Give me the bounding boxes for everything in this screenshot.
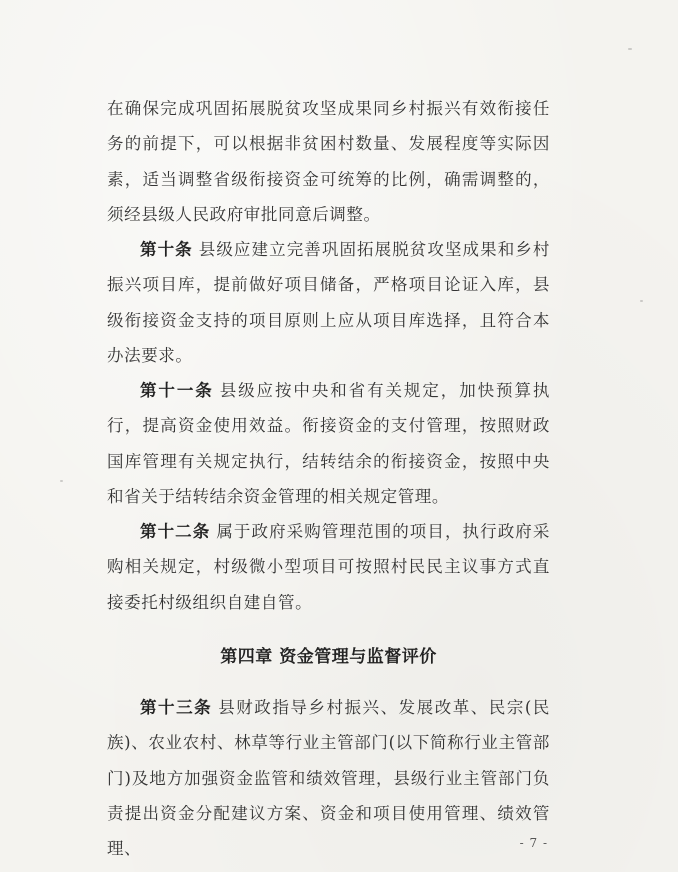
article-text: 县级应建立完善巩固拓展脱贫攻坚成果和乡村振兴项目库，提前做好项目储备，严格项目论证入库，县级衔接资金支持的项目原则上应从项目库选择，且符合本办法要求。 xyxy=(107,240,550,365)
article-11 xyxy=(107,373,550,514)
chapter-title: 第四章 资金管理与监督评价 xyxy=(220,647,437,667)
article-heading: 第十二条 xyxy=(140,522,211,541)
article-heading: 第十一条 xyxy=(140,381,214,400)
article-10 xyxy=(107,232,550,373)
article-12 xyxy=(107,514,550,620)
article-text: 属于政府采购管理范围的项目，执行政府采购相关规定，村级微小型项目可按照村民民主议事方式直接委托村级组织自建自管。 xyxy=(107,522,550,612)
article-13 xyxy=(107,690,550,866)
article-text: 县财政指导乡村振兴、发展改革、民宗(民族)、农业农村、林草等行业主管部门(以下简称行业主管部门)及地方加强资金监管和绩效管理，县级行业主管部门负责提出资金分配建议方案、资金和项目使用管理、绩效管理、 xyxy=(107,698,551,859)
paragraph-text: 在确保完成巩固拓展脱贫攻坚成果同乡村振兴有效衔接任务的前提下，可以根据非贫困村数量、发展程度等实际因素，适当调整省级衔接资金可统筹的比例，确需调整的，须经县级人民政府审批同意后调整。 xyxy=(107,99,550,224)
scan-speck xyxy=(640,300,643,302)
article-heading: 第十三条 xyxy=(140,698,213,717)
scan-speck xyxy=(628,48,632,50)
page-number: - 7 - xyxy=(519,836,548,850)
paragraph-continued xyxy=(107,91,550,232)
scan-speck xyxy=(60,480,63,482)
article-text: 县级应按中央和省有关规定，加快预算执行，提高资金使用效益。衔接资金的支付管理，按照财政国库管理有关规定执行，结转结余的衔接资金，按照中央和省关于结转结余资金管理的相关规定管理。 xyxy=(107,381,550,506)
article-heading: 第十条 xyxy=(140,240,193,259)
